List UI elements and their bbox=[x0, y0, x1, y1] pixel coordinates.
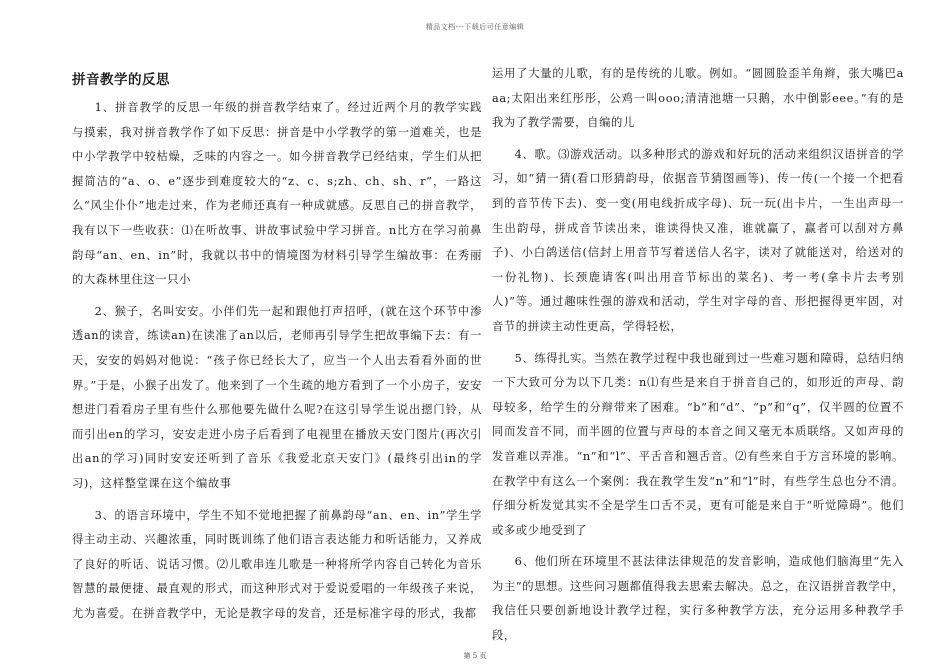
page-header: 精品文档---下载后可任意编辑 bbox=[425, 23, 525, 31]
paragraph: 4、歌。⑶游戏活动。以多种形式的游戏和好玩的活动来组织汉语拼音的学习，如“猜一猜(看口形猜韵母，依据音节猜图画等)、传一传(一个接一个把看到的音节传下去)、变一变(用电线折成字母)、玩一玩(出卡片，一生出声母一生出韵母，拼成音节读出来，谁读得快又准，谁就赢了，赢者可以刮对方鼻子)、小白鸽送信(信封上用音节写着送信人名字，读对了就能送对，给送对的一份礼物)、长颈鹿请客(叫出用音节标出的菜名)、考一考(拿卡片去考别人)”等。通过趣味性强的游戏和活动，学生对字母的音、形把握得更牢固，对音节的拼读主动性更高，学得轻松， bbox=[492, 147, 904, 333]
right-column bbox=[492, 62, 904, 649]
paragraph: 1、拼音教学的反思一年级的拼音教学结束了。经过近两个月的教学实践与摸索，我对拼音教学作了如下反思：拼音是中小学教学的第一道难关，也是中小学教学中较枯燥，乏味的内容之一。如今拼音教学已经结束，学生们从把握简洁的“a、o、e”逐步到难度较大的“z、c、s;zh、ch、sh、r”，一路这么“风尘仆仆”地走过来，作为老师还真有一种成就感。反思自己的拼音教学，我有以下一些收获：⑴在听故事、讲故事试验中学习拼音。n比方在学习前鼻韵母“an、en、in”时，我就以书中的情境图为材料引导学生编故事：在秀丽的大森林里住这一只小 bbox=[72, 101, 482, 287]
page-number: 第 5 页 bbox=[463, 652, 487, 660]
paragraph: 运用了大量的儿歌，有的是传统的儿歌。例如。“圆圆脸歪羊角辫，张大嘴巴aaa;太阳出来红彤彤，公鸡一叫ooo;清清池塘一只鹅，水中倒影eee。”有的是我为了教学需要，自编的儿 bbox=[492, 67, 904, 130]
document-title: 拼音教学的反思 bbox=[72, 72, 170, 88]
paragraph: 3、的语言环境中，学生不知不觉地把握了前鼻韵母“an、en、in”学生学得主动主动、兴趣浓重，同时既训练了他们语言表达能力和听话能力，又养成了良好的听话、说话习惯。⑵儿歌串连儿歌是一种将所学内容自己转化为音乐智慧的最便捷、最直观的形式，而这种形式对于爱说爱唱的一年级孩子来说，尤为喜爱。在拼音教学中，无论是教字母的发音，还是标准字母的形式，我都 bbox=[72, 508, 482, 620]
paragraph: 5、练得扎实。当然在教学过程中我也碰到过一些难习题和障碍，总结归纳一下大致可分为以下几类：n⑴有些是来自于拼音自己的，如形近的声母、韵母较多，给学生的分辩带来了困难。“b”和“d”、“p”和“q”，仅半圆的位置不同而发音不同，而半圆的位置与声母的本音之间又毫无本质联络。又如声母的发音难以弄准。“n”和“l”、平舌音和翘舌音。⑵有些来自于方言环境的影响。在教学中有这么一个案例：我在教学生发“n”和“l”时，有些学生总也分不清。仔细分析发觉其实不全是学生口舌不灵，更有可能是来自于“听觉障碍”。他们或多或少地受到了 bbox=[492, 351, 904, 537]
paragraph: 6、他们所在环境里不甚法律法律规范的发音影响，造成他们脑海里“先入为主”的思想。这些问习题都值得我去思索去解决。总之，在汉语拼音教学中，我信任只要创新地设计教学过程，实行多种教学方法，充分运用多种教学手段， bbox=[492, 555, 904, 643]
paragraph: 2、猴子，名叫安安。小伴们先一起和跟他打声招呼，(就在这个环节中渗透an的读音，练读an)在读准了an以后，老师再引导学生把故事编下去：有一天，安安的妈妈对他说：“孩子你已经长大了，应当一个人出去看看外面的世界。”于是，小猴子出发了。他来到了一个生疏的地方看到了一个小房子，安安想进门看看房子里有些什么那他要先做什么呢?在这引导学生说出摁门铃，从而引出en的学习，安安走进小房子后看到了电视里在播放天安门图片(再次引出an的学习)同时安安还听到了音乐《我爱北京天安门》(最终引出in的学习)，这样整堂课在这个编故事 bbox=[72, 304, 482, 490]
left-column bbox=[72, 62, 482, 626]
